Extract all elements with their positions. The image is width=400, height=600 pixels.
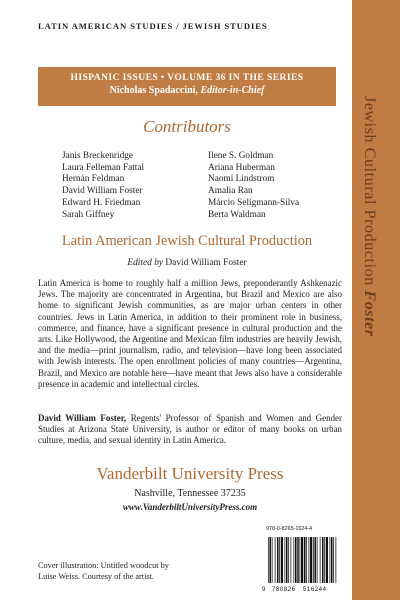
cover-illustration-credit bbox=[38, 560, 169, 582]
barcode-bar bbox=[291, 537, 292, 583]
spine-title bbox=[360, 96, 378, 337]
barcode-bar bbox=[295, 537, 297, 583]
barcode-bar bbox=[275, 537, 276, 583]
cover-credit-line-2: Luise Weiss. Courtesy of the artist. bbox=[38, 572, 155, 581]
barcode-bars bbox=[268, 537, 336, 583]
contributors-list-right bbox=[208, 151, 299, 221]
series-banner bbox=[38, 67, 336, 106]
barcode-bar bbox=[317, 537, 318, 583]
series-line: HISPANIC ISSUES • VOLUME 36 IN THE SERIES bbox=[70, 72, 304, 83]
category-label: LATIN AMERICAN STUDIES / JEWISH STUDIES bbox=[38, 21, 268, 31]
contributor-name: Janis Breckenridge bbox=[62, 151, 133, 161]
barcode-bar bbox=[294, 537, 295, 583]
contributor-name: David William Foster bbox=[62, 186, 143, 197]
contributor-name: Hernán Feldman bbox=[62, 174, 125, 185]
contributor-name: Sarah Giffney bbox=[62, 209, 115, 220]
contributor-name: Berta Waldman bbox=[208, 209, 266, 220]
edited-by-label: Edited by bbox=[127, 258, 164, 268]
author-bio-name: David William Foster, bbox=[38, 413, 127, 423]
barcode-bar bbox=[301, 537, 303, 583]
barcode-bar bbox=[304, 537, 306, 583]
barcode-bar bbox=[324, 537, 325, 583]
contributors-heading: Contributors bbox=[143, 117, 231, 136]
barcode-bar bbox=[336, 537, 337, 583]
barcode-bar bbox=[281, 537, 283, 583]
book-title: Latin American Jewish Cultural Production bbox=[61, 233, 313, 249]
editor-in-chief-line bbox=[38, 85, 336, 96]
barcode bbox=[260, 535, 340, 593]
barcode-bar bbox=[270, 537, 272, 583]
spine-editor: Foster bbox=[361, 290, 378, 337]
contributor-name: Laura Felleman Fattal bbox=[62, 162, 145, 173]
publisher-city: Nashville, Tennessee 37235 bbox=[134, 488, 246, 499]
contributor-name: Márcio Seligmann-Silva bbox=[208, 197, 300, 208]
barcode-bar bbox=[279, 537, 280, 583]
barcode-bar bbox=[331, 537, 333, 583]
isbn-number: 978-0-8265-1624-4 bbox=[266, 526, 313, 532]
barcode-digit-first: 9 bbox=[262, 587, 266, 593]
barcode-bar bbox=[286, 537, 288, 583]
barcode-bar bbox=[288, 537, 289, 583]
barcode-bar bbox=[333, 537, 334, 583]
barcode-bar bbox=[309, 537, 310, 583]
barcode-bar bbox=[322, 537, 324, 583]
editor-in-chief-role: Editor-in-Chief bbox=[200, 85, 265, 96]
barcode-bar bbox=[313, 537, 314, 583]
contributor-name: Amalia Ran bbox=[208, 186, 253, 197]
editor-name: David William Foster bbox=[165, 258, 247, 268]
cover-credit-line-1: Cover illustration: Untitled woodcut by bbox=[38, 561, 169, 570]
publisher-name: Vanderbilt University Press bbox=[96, 464, 284, 483]
barcode-bar bbox=[315, 537, 317, 583]
barcode-bar bbox=[268, 537, 269, 583]
barcode-digits-right: 516244 bbox=[303, 587, 327, 593]
barcode-bar bbox=[320, 537, 321, 583]
barcode-bar bbox=[326, 537, 328, 583]
author-bio bbox=[38, 413, 342, 447]
barcode-bar bbox=[306, 537, 307, 583]
barcode-digits-left: 780826 bbox=[272, 587, 296, 593]
contributor-name: Naomi Lindstrom bbox=[208, 174, 275, 185]
spine-title-text: Jewish Cultural Production bbox=[361, 96, 378, 286]
book-description: Latin America is home to roughly half a million Jews, preponderantly Ashkenazic Jews. The majority are concentrated in Argentina, but Brazil and Mexico are also home to significant Jewish communities, as are major urban centers in other countries. Jews in Latin America, in addition to their prominent role in business, commerce, and finance, have a significant presence in cultural production and the arts. Like Hollywood, the Argentine and Mexican film industries are heavily Jewish, and the media—print journalism, radio, and television—have long been associated with Jewish interests. The open enrollment policies of many countries—Argentina, Brazil, and Mexico are notable here—have meant that Jews also have a considerable presence in academic and intellectual circles. bbox=[38, 278, 342, 389]
edited-by-line bbox=[38, 258, 336, 268]
author-bio-text: Regents' Professor of Spanish and Women and Gender Studies at Arizona State University, is author or editor of many books on urban culture, media, and sexual identity in Latin America. bbox=[38, 413, 342, 446]
book-spine bbox=[352, 0, 400, 600]
contributors-list-left bbox=[62, 151, 144, 221]
contributor-name: Edward H. Friedman bbox=[62, 197, 141, 208]
barcode-bar bbox=[277, 537, 279, 583]
barcode-bar bbox=[330, 537, 331, 583]
barcode-bar bbox=[272, 537, 273, 583]
barcode-bar bbox=[297, 537, 299, 583]
publisher-url[interactable]: www.VanderbiltUniversityPress.com bbox=[122, 502, 258, 512]
editor-in-chief-name: Nicholas Spadaccini, bbox=[109, 85, 198, 96]
barcode-bar bbox=[285, 537, 286, 583]
barcode-bar bbox=[300, 537, 301, 583]
contributor-name: Ilene S. Goldman bbox=[208, 151, 274, 161]
contributor-name: Ariana Huberman bbox=[208, 162, 275, 173]
barcode-bar bbox=[310, 537, 312, 583]
